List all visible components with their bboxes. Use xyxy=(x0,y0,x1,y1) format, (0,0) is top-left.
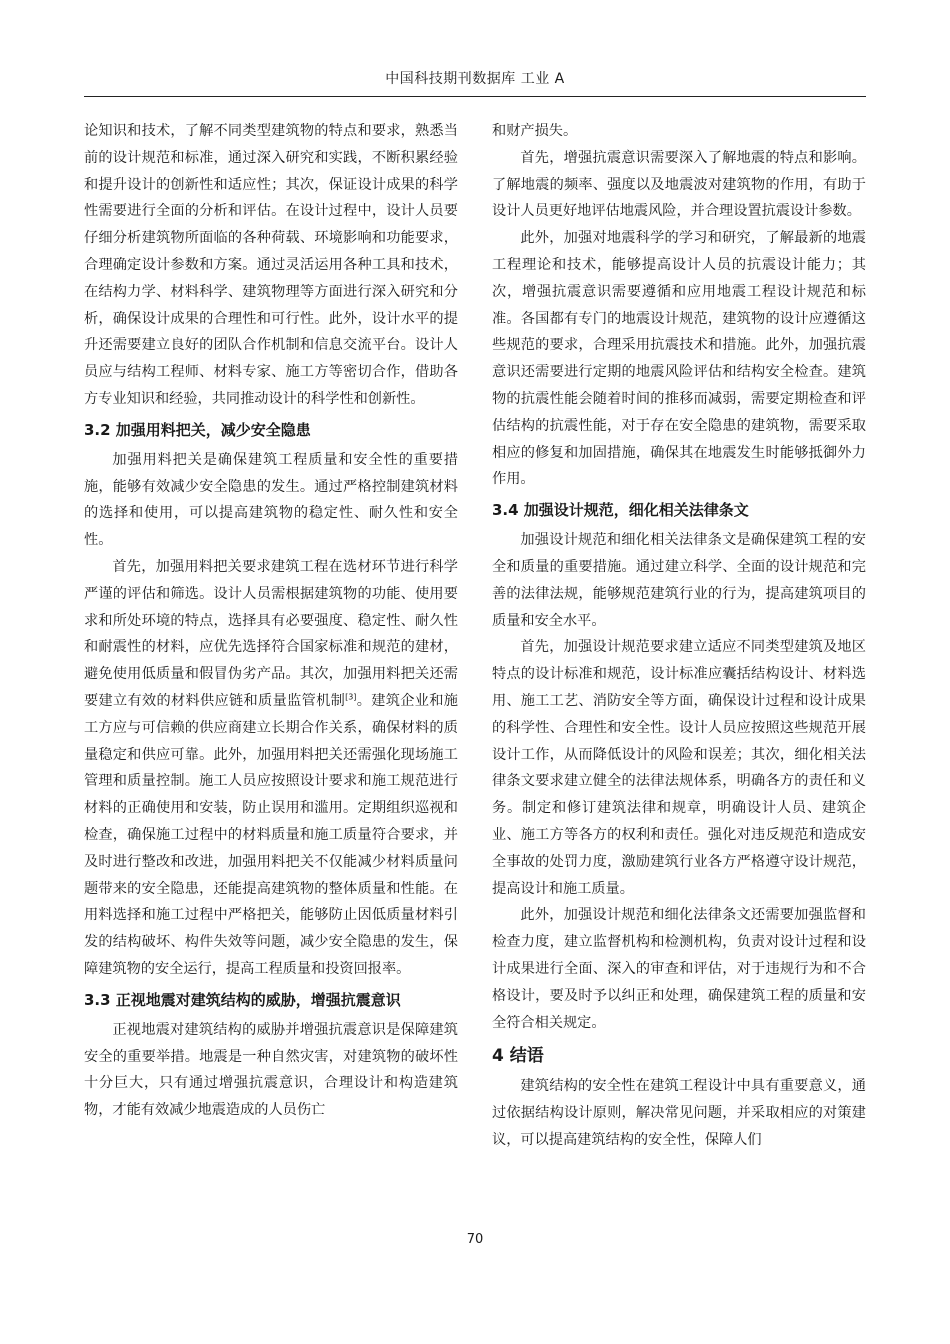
citation-ref: [3] xyxy=(345,692,357,702)
section-heading-3-2: 3.2 加强用料把关，减少安全隐患 xyxy=(84,420,311,439)
running-header: 中国科技期刊数据库 工业 A xyxy=(84,68,866,97)
paragraph: 加强用料把关是确保建筑工程质量和安全性的重要措施，能够有效减少安全隐患的发生。通过严格控制建筑材料的选择和使用，可以提高建筑物的稳定性、耐久性和安全性。 xyxy=(84,451,458,549)
paragraph: 此外，加强设计规范和细化法律条文还需要加强监督和检查力度，建立监督机构和检测机构，负责对设计过程和设计成果进行全面、深入的审查和评估，对于违规行为和不合格设计，要及时予以纠正和处理，确保建筑工程的质量和安全符合相关规定。 xyxy=(492,907,866,1031)
right-column xyxy=(492,118,866,1154)
section-heading-3-4: 3.4 加强设计规范，细化相关法律条文 xyxy=(492,501,749,520)
paragraph: 首先，加强设计规范要求建立适应不同类型建筑及地区特点的设计标准和规范，设计标准应囊括结构设计、材料选用、施工工艺、消防安全等方面，确保设计过程和设计成果的科学性、合理性和安全性。设计人员应按照这些规范开展设计工作，从而降低设计的风险和误差；其次，细化相关法律条文要求建立健全的法律法规体系，明确各方的责任和义务。制定和修订建筑法律和规章，明确设计人员、建筑企业、施工方等各方的权利和责任。强化对违反规范和造成安全事故的处罚力度，激励建筑行业各方严格遵守设计规范，提高设计和施工质量。 xyxy=(492,639,866,897)
section-heading-4: 4 结语 xyxy=(492,1046,544,1067)
paragraph-text: 。建筑企业和施工方应与可信赖的供应商建立长期合作关系，确保材料的质量稳定和供应可靠。此外，加强用料把关还需强化现场施工管理和质量控制。施工人员应按照设计要求和施工规范进行材料的正确使用和安装，防止误用和滥用。定期组织巡视和检查，确保施工过程中的材料质量和施工质量符合要求，并及时进行整改和改进，加强用料把关不仅能减少材料质量问题带来的安全隐患，还能提高建筑物的整体质量和性能。在用料选择和施工过程中严格把关，能够防止因低质量材料引发的结构破坏、构件失效等问题，减少安全隐患的发生，保障建筑物的安全运行，提高工程质量和投资回报率。 xyxy=(84,692,458,977)
left-column xyxy=(84,118,458,1124)
paragraph: 首先，增强抗震意识需要深入了解地震的特点和影响。了解地震的频率、强度以及地震波对建筑物的作用，有助于设计人员更好地评估地震风险，并合理设置抗震设计参数。 xyxy=(492,149,866,220)
paragraph: 此外，加强对地震科学的学习和研究，了解最新的地震工程理论和技术，能够提高设计人员的抗震设计能力；其次，增强抗震意识需要遵循和应用地震工程设计规范和标准。各国都有专门的地震设计规范，建筑物的设计应遵循这些规范的要求，合理采用抗震技术和措施。此外，加强抗震意识还需要进行定期的地震风险评估和结构安全检查。建筑物的抗震性能会随着时间的推移而减弱，需要定期检查和评估结构的抗震性能，对于存在安全隐患的建筑物，需要采取相应的修复和加固措施，确保其在地震发生时能够抵御外力作用。 xyxy=(492,230,866,488)
page-number: 70 xyxy=(466,1232,484,1247)
paragraph xyxy=(84,554,458,983)
paragraph-continued: 和财产损失。 xyxy=(492,123,578,139)
paragraph: 加强设计规范和细化相关法律条文是确保建筑工程的安全和质量的重要措施。通过建立科学、全面的设计规范和完善的法律法规，能够规范建筑行业的行为，提高建筑项目的质量和安全水平。 xyxy=(492,532,866,629)
paragraph: 正视地震对建筑结构的威胁并增强抗震意识是保障建筑安全的重要举措。地震是一种自然灾害，对建筑物的破坏性十分巨大，只有通过增强抗震意识，合理设计和构造建筑物，才能有效减少地震造成的人员伤亡 xyxy=(84,1021,458,1119)
section-heading-3-3: 3.3 正视地震对建筑结构的威胁，增强抗震意识 xyxy=(84,990,401,1009)
paragraph-continued: 论知识和技术，了解不同类型建筑物的特点和要求，熟悉当前的设计规范和标准，通过深入研究和实践，不断积累经验和提升设计的创新性和适应性；其次，保证设计成果的科学性需要进行全面的分析和评估。在设计过程中，设计人员要仔细分析建筑物所面临的各种荷载、环境影响和功能要求，合理确定设计参数和方案。通过灵活运用各种工具和技术，在结构力学、材料科学、建筑物理等方面进行深入研究和分析，确保设计成果的合理性和可行性。此外，设计水平的提升还需要建立良好的团队合作机制和信息交流平台。设计人员应与结构工程师、材料专家、施工方等密切合作，借助各方专业知识和经验，共同推动设计的科学性和创新性。 xyxy=(84,123,458,407)
paragraph: 建筑结构的安全性在建筑工程设计中具有重要意义，通过依据结构设计原则，解决常见问题，并采取相应的对策建议，可以提高建筑结构的安全性，保障人们 xyxy=(492,1078,866,1148)
paragraph-text: 首先，加强用料把关要求建筑工程在选材环节进行科学严谨的评估和筛选。设计人员需根据建筑物的功能、使用要求和所处环境的特点，选择具有必要强度、稳定性、耐久性和耐震性的材料，应优先选择符合国家标准和规范的建材，避免使用低质量和假冒伪劣产品。其次，加强用料把关还需要建立有效的材料供应链和质量监管机制 xyxy=(84,558,458,709)
